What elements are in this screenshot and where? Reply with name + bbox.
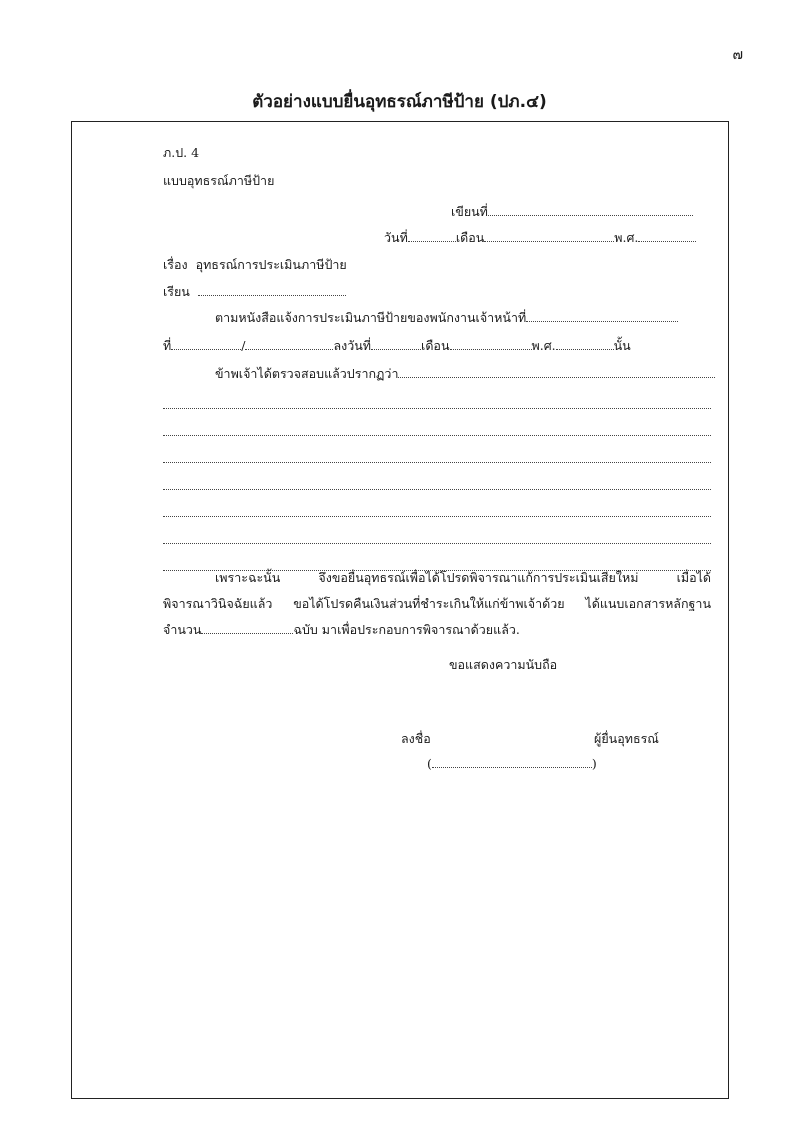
subject-value: อุทธรณ์การประเมินภาษีป้าย [195,257,347,272]
findings-line-5[interactable] [163,515,711,517]
amount-line [163,617,711,643]
checked-label: ข้าพเจ้าได้ตรวจสอบแล้วปรากฏว่า [215,366,399,381]
dated-label: ลงวันที่ [333,338,372,353]
paren-close: ) [591,756,597,771]
findings-field[interactable] [398,365,715,378]
appellant-label: ผู้ยื่นอุทธรณ์ [594,731,659,746]
notice-date-field[interactable] [371,337,421,350]
amount-label: จำนวน [163,622,202,637]
request-paragraph-line-2: พิจารณาวินิจฉัยแล้ว ขอได้โปรดคืนเงินส่วนที่ชำระเกินให้แก่ข้าพเจ้าด้วย ได้แนบเอกสารหลักฐาน [163,596,711,611]
written-at-line [451,203,693,220]
year-label: พ.ศ. [614,230,639,245]
notice-year-field[interactable] [245,337,333,350]
notice-line [163,309,678,326]
closing: ขอแสดงความนับถือ [449,657,558,672]
signature-name-field[interactable] [432,755,592,768]
subject-line [163,257,347,273]
findings-line-2[interactable] [163,434,711,436]
page-number: ๗ [732,47,743,63]
findings-line-3[interactable] [163,461,711,463]
signature-name-line [427,755,597,772]
form-code: ภ.ป. 4 [163,145,200,160]
officer-field[interactable] [526,309,678,322]
month-label: เดือน [455,230,485,245]
month2-label: เดือน [421,338,450,353]
notice-ref-label: ตามหนังสือแจ้งการประเมินภาษีป้ายของพนักงานเจ้าหน้าที่ [215,310,527,325]
amount-suffix: ฉบับ มาเพื่อประกอบการพิจารณาด้วยแล้ว. [293,622,520,637]
sign-label: ลงชื่อ [401,731,431,746]
form-frame [71,121,729,1099]
findings-line-6[interactable] [163,542,711,544]
date-line [384,229,696,246]
notice-number-line [163,337,631,354]
year-field[interactable] [638,229,696,242]
no-label: ที่ [163,338,172,353]
notice-month-field[interactable] [450,337,532,350]
checked-line [163,365,715,382]
notice-year2-field[interactable] [556,337,614,350]
to-line [163,283,346,300]
year2-label: พ.ศ. [531,338,556,353]
page-title: ตัวอย่างแบบยื่นอุทธรณ์ภาษีป้าย (ปภ.๔) [252,92,547,112]
date-field[interactable] [408,229,456,242]
to-field[interactable] [198,283,346,296]
form-name: แบบอุทธรณ์ภาษีป้าย [163,173,275,188]
amount-field[interactable] [201,621,293,634]
notice-number-field[interactable] [171,337,241,350]
request-paragraph [163,565,711,643]
request-paragraph-line-1: เพราะฉะนั้น จึงขอยื่นอุทธรณ์เพื่อได้โปรดพิจารณาแก้การประเมินเสียใหม่ เมื่อได้ [215,570,711,585]
written-at-field[interactable] [488,203,693,216]
date-label: วันที่ [384,230,408,245]
findings-line-1[interactable] [163,407,711,409]
findings-line-4[interactable] [163,488,711,490]
to-label: เรียน [163,284,190,299]
written-at-label: เขียนที่ [451,204,488,219]
that-label: นั้น [613,338,631,353]
paren-open: ( [427,756,432,771]
month-field[interactable] [484,229,614,242]
subject-label: เรื่อง [163,257,188,272]
slash: / [241,338,246,353]
